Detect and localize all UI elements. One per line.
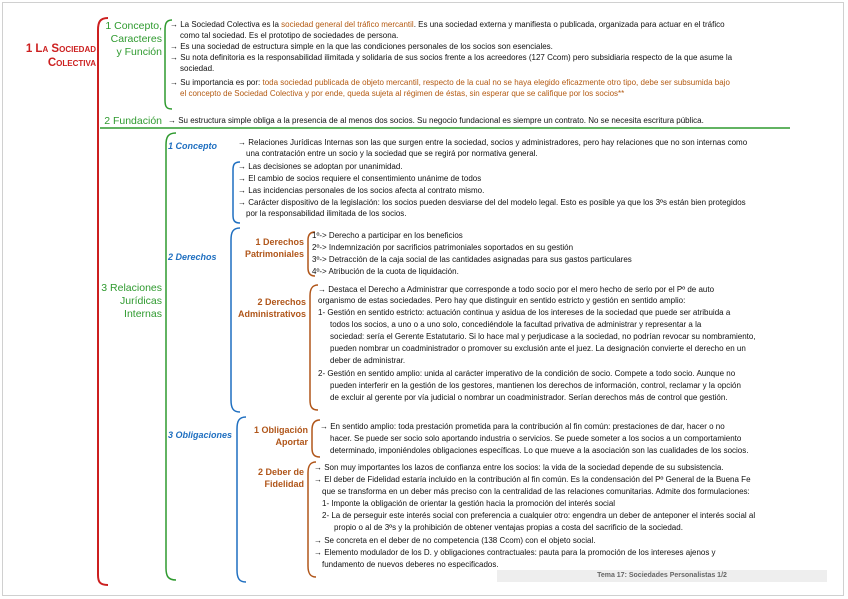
concepto-line-1 bbox=[170, 20, 725, 31]
main-title bbox=[4, 42, 96, 70]
aportar-label bbox=[240, 424, 308, 448]
obligaciones-label: 3 Obligaciones bbox=[168, 430, 233, 440]
fundacion-text: → Su estructura simple obliga a la presencia de al menos dos socios. Su negocio fundacional es siempre un contrato. No se necesita escritura pública. bbox=[168, 116, 704, 125]
relaciones-label-line3: Internas bbox=[124, 308, 162, 320]
rel-concepto-line-3: → Las decisiones se adoptan por unanimidad. bbox=[238, 162, 403, 171]
page-footer: Tema 17: Sociedades Personalistas 1/2 bbox=[497, 570, 827, 582]
concepto-label-line1: 1 Concepto, bbox=[105, 20, 162, 32]
administrativos-line-2: organismo de estas sociedades. Pero hay que distinguir en sentido estricto y gestión en sentido amplio: bbox=[318, 296, 686, 305]
administrativos-line-9: pueden interferir en la gestión de los gestores, mantienen los derechos de información, control, reclamar y la opción bbox=[330, 381, 741, 390]
concepto-line-2: como tal sociedad. Es el prototipo de sociedades de persona. bbox=[180, 31, 399, 40]
aportar-line-1: → En sentido amplio: toda prestación prometida para la contribución al fin común: prestaciones de dar, hacer o no bbox=[320, 422, 725, 431]
concepto-line-6-pre: → Su importancia es por: bbox=[170, 78, 263, 87]
administrativos-line-7: deber de administrar. bbox=[330, 356, 406, 365]
concepto-line-6-highlight: toda sociedad publicada de objeto mercantil, respecto de la cual no se haya elegido eficazmente otro tipo, debe ser subsumida bajo bbox=[262, 78, 730, 87]
patrimoniales-label-line1: 1 Derechos bbox=[255, 237, 304, 247]
patrimoniales-line-4: 4º-> Atribución de la cuota de liquidación. bbox=[312, 267, 459, 276]
concepto-line-4: → Su nota definitoria es la responsabilidad ilimitada y solidaria de sus socios frente a los acreedores (127 Ccom) pero subsidiaria respecto de la que asume la bbox=[170, 53, 733, 62]
fidelidad-line-5: 2- La de perseguir este interés social con preferencia a cualquier otro: engendra un deber de anteponer el interés social al bbox=[322, 511, 756, 520]
administrativos-line-10: de excluir al gerente por vía judicial o nombrar un coadministrador. Serían derechos más de control que gestión. bbox=[330, 393, 728, 402]
main-title-line2: Colectiva bbox=[47, 57, 96, 69]
relaciones-label-line1: 3 Relaciones bbox=[101, 282, 162, 294]
fidelidad-line-4: 1- Imponte la obligación de orientar la gestión hacia la promoción del interés social bbox=[322, 499, 616, 508]
relaciones-label bbox=[100, 282, 162, 321]
main-title-line1: 1 La Sociedad bbox=[25, 43, 96, 55]
concepto-line-6 bbox=[170, 78, 730, 89]
rel-concepto-label: 1 Concepto bbox=[168, 141, 218, 151]
patrimoniales-line-3: 3º-> Detracción de la caja social de las cantidades asignadas para sus gastos particulares bbox=[312, 255, 632, 264]
aportar-label-line2: Aportar bbox=[275, 437, 308, 447]
concepto-label-line3: y Función bbox=[116, 46, 162, 58]
administrativos-bracket bbox=[310, 285, 318, 410]
fidelidad-line-9: fundamento de nuevos deberes no especificados. bbox=[322, 560, 499, 569]
relaciones-label-line2: Jurídicas bbox=[119, 295, 162, 307]
administrativos-line-6: pueden nombrar un coadministrador o promover su exclusión ante el juez. La designación convierte el derecho en un bbox=[330, 344, 746, 353]
fidelidad-label-line1: 2 Deber de bbox=[257, 467, 304, 477]
concepto-line-1-pre: → La Sociedad Colectiva es la bbox=[170, 20, 282, 29]
patrimoniales-line-1: 1º-> Derecho a participar en los beneficios bbox=[312, 231, 463, 240]
fidelidad-line-7: → Se concreta en el deber de no competencia (138 Ccom) con el objeto social. bbox=[314, 536, 596, 545]
relaciones-bracket bbox=[166, 133, 176, 580]
fidelidad-line-6: propio o al de 3ºs y la prohibición de obtener ventajas propias a costa del sacrificio de la sociedad. bbox=[334, 523, 683, 532]
aportar-line-2: hacer. Se puede ser socio solo aportando industria o servicios. Se puede someter a los socios a un comportamiento bbox=[330, 434, 742, 443]
fidelidad-line-2: → El deber de Fidelidad estaría incluido en la contribución al fin común. Es la condensación del Pº General de la Buena Fe bbox=[314, 475, 751, 484]
rel-concepto-line-1: → Relaciones Jurídicas Internas son las que surgen entre la sociedad, socios y administradores, pero hay relaciones que no son internas como bbox=[238, 138, 748, 147]
fidelidad-line-1: → Son muy importantes los lazos de confianza entre los socios: la vida de la sociedad depende de su subsistencia. bbox=[314, 463, 724, 472]
rel-concepto-line-2: una contratación entre un socio y la sociedad que se regirá por normativa general. bbox=[246, 149, 538, 158]
aportar-bracket bbox=[312, 420, 320, 457]
administrativos-line-8: 2- Gestión en sentido amplio: unida al carácter imperativo de la condición de socio. Compete a todo socio. Aunque no bbox=[318, 369, 736, 378]
concepto-line-1-highlight: sociedad general del tráfico mercantil bbox=[281, 20, 414, 29]
concepto-bracket bbox=[165, 20, 172, 109]
administrativos-line-3: 1- Gestión en sentido estricto: actuación continua y asidua de los intereses de la sociedad que puede ser atribuida a bbox=[318, 308, 731, 317]
concepto-label-line2: Caracteres bbox=[110, 33, 162, 45]
administrativos-line-4: todos los socios, a uno o a uno solo, concediéndole la facultad privativa de administrar y representar a la bbox=[330, 320, 702, 329]
fidelidad-line-3: que se transforma en un deber más preciso con la centralidad de las relaciones comunitarias. Admite dos formulaciones: bbox=[322, 487, 750, 496]
fidelidad-label-line2: Fidelidad bbox=[264, 479, 304, 489]
aportar-line-3: determinado, imponiéndoles obligaciones específicas. Lo que mueve a la asociación son las cualidades de los socios. bbox=[330, 446, 749, 455]
rel-concepto-line-7: por la responsabilidad ilimitada de los socios. bbox=[246, 209, 407, 218]
administrativos-line-5: sociedad: sería el Gerente Estatutario. Si lo hace mal y perjudicase a la sociedad, no podrían revocar su nombramiento, bbox=[330, 332, 756, 341]
patrimoniales-label-line2: Patrimoniales bbox=[244, 249, 304, 259]
concepto-label bbox=[100, 20, 162, 59]
patrimoniales-label bbox=[232, 236, 304, 260]
rel-concepto-line-6: → Carácter dispositivo de la legislación: los socios pueden desviarse del del modelo legal. Esto es posible ya que los 3ºs están bien protegidos bbox=[238, 198, 746, 207]
derechos-label: 2 Derechos bbox=[168, 252, 217, 262]
concepto-line-3: → Es una sociedad de estructura simple en la que las condiciones personales de los socios son esenciales. bbox=[170, 42, 553, 51]
rel-concepto-line-5: → Las incidencias personales de los socios afecta al contrato mismo. bbox=[238, 186, 485, 195]
concepto-line-5: sociedad. bbox=[180, 64, 215, 73]
fundacion-label: 2 Fundación bbox=[104, 115, 162, 127]
administrativos-label bbox=[228, 296, 306, 320]
aportar-label-line1: 1 Obligación bbox=[253, 425, 308, 435]
administrativos-line-1: → Destaca el Derecho a Administrar que corresponde a todo socio por el mero hecho de serlo por el Pº de auto bbox=[318, 285, 715, 294]
administrativos-label-line1: 2 Derechos bbox=[257, 297, 306, 307]
concepto-line-7: el concepto de Sociedad Colectiva y por ende, queda sujeta al régimen de éstas, sin esperar que se califique por los socios** bbox=[180, 89, 625, 98]
concepto-line-1-post: . Es una sociedad externa y manifiesta o publicada, organizada para actuar en el tráfico bbox=[413, 20, 725, 29]
fidelidad-label bbox=[240, 466, 304, 490]
administrativos-label-line2: Administrativos bbox=[237, 309, 306, 319]
patrimoniales-line-2: 2º-> Indemnización por sacrificios patrimoniales soportados en su gestión bbox=[312, 243, 574, 252]
rel-concepto-line-4: → El cambio de socios requiere el consentimiento unánime de todos bbox=[238, 174, 482, 183]
fidelidad-line-8: → Elemento modulador de los D. y obligaciones contractuales: pauta para la promoción de los intereses ajenos y bbox=[314, 548, 716, 557]
